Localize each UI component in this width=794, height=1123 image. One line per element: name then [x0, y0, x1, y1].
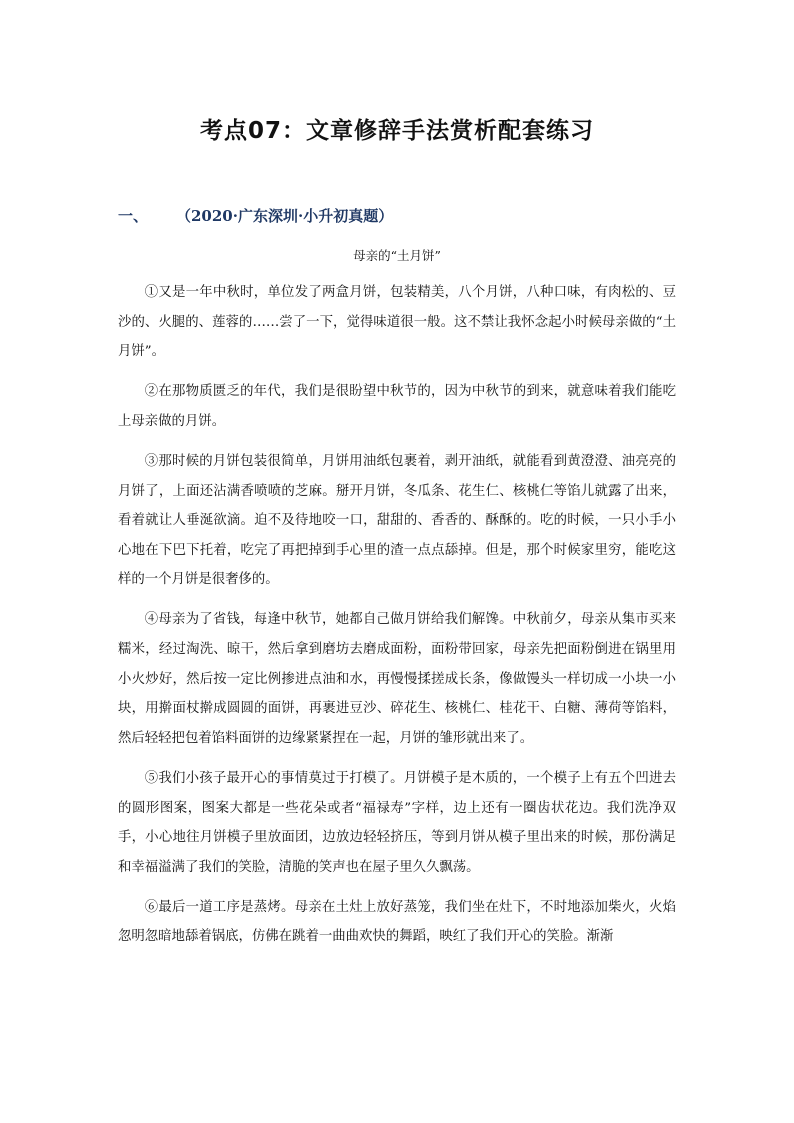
paragraph-5: ⑤我们小孩子最开心的事情莫过于打模了。月饼模子是木质的，一个模子上有五个凹进去的圆形图案，图案大都是一些花朵或者“福禄寿”字样，边上还有一圈齿状花边。我们洗净双手，小心地往月饼模子里放面团，边放边轻轻挤压，等到月饼从模子里出来的时候，那份满足和幸福溢满了我们的笑脸，清脆的笑声也在屋子里久久飘荡。 [118, 770, 676, 875]
paragraph-1: ①又是一年中秋时，单位发了两盒月饼，包装精美，八个月饼，八种口味，有肉松的、豆沙的、火腿的、莲蓉的……尝了一下，觉得味道很一般。这不禁让我怀念起小时候母亲做的“土月饼”。 [118, 285, 676, 360]
page-title: 考点07：文章修辞手法赏析配套练习 [199, 118, 594, 144]
section-source: （2020·广东深圳·小升初真题） [176, 207, 394, 225]
section-heading [118, 205, 393, 226]
paragraph-3: ③那时候的月饼包装很简单，月饼用油纸包裹着，剥开油纸，就能看到黄澄澄、油亮亮的月饼了，上面还沾满香喷喷的芝麻。掰开月饼，冬瓜条、花生仁、核桃仁等馅儿就露了出来，看着就让人垂涎欲滴。迫不及待地咬一口，甜甜的、香香的、酥酥的。吃的时候，一只小手小心地在下巴下托着，吃完了再把掉到手心里的渣一点点舔掉。但是，那个时候家里穷，能吃这样的一个月饼是很奢侈的。 [118, 453, 676, 588]
section-number: 一、 [118, 207, 149, 225]
paragraph-6: ⑥最后一道工序是蒸烤。母亲在土灶上放好蒸笼，我们坐在灶下，不时地添加柴火，火焰忽明忽暗地舔着锅底，仿佛在跳着一曲曲欢快的舞蹈，映红了我们开心的笑脸。渐渐 [118, 899, 676, 945]
paragraph-4: ④母亲为了省钱，每逢中秋节，她都自己做月饼给我们解馋。中秋前夕，母亲从集市买来糯米，经过淘洗、晾干，然后拿到磨坊去磨成面粉，面粉带回家，母亲先把面粉倒进在锅里用小火炒好，然后按一定比例掺进点油和水，再慢慢揉搓成长条，像做馒头一样切成一小块一小块，用擀面杖擀成圆圆的面饼，再裹进豆沙、碎花生、核桃仁、桂花干、白糖、薄荷等馅料，然后轻轻把包着馅料面饼的边缘紧紧捏在一起，月饼的雏形就出来了。 [118, 612, 676, 746]
paragraph-2: ②在那物质匮乏的年代，我们是很盼望中秋节的，因为中秋节的到来，就意味着我们能吃上母亲做的月饼。 [118, 384, 676, 429]
passage-body [118, 278, 676, 962]
passage-title: 母亲的“土月饼” [353, 248, 441, 263]
